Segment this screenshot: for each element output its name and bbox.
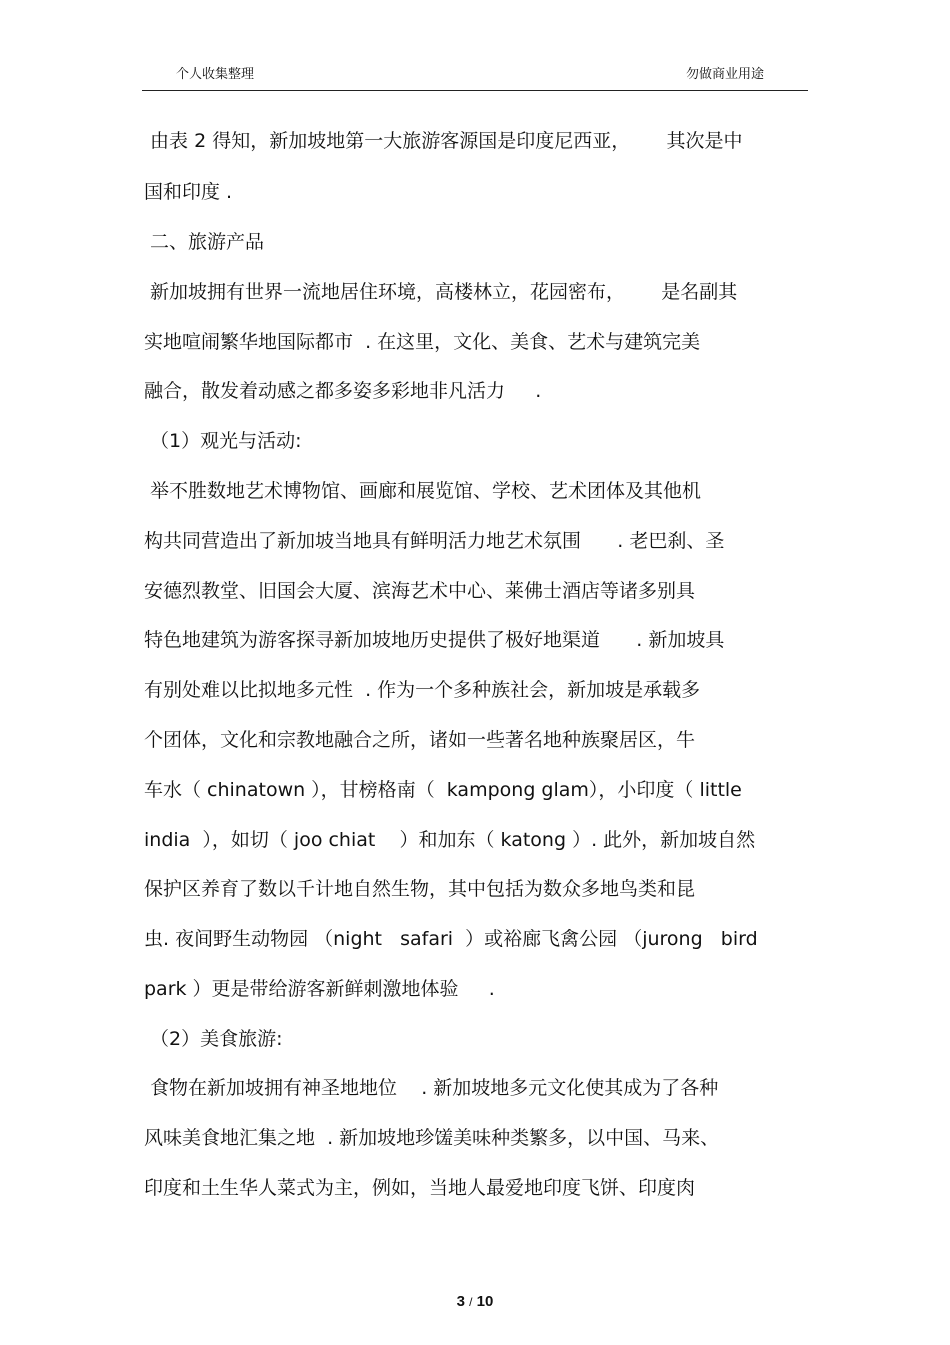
total-pages: 10 [476,1293,494,1310]
text-line: 食物在新加坡拥有神圣地地位 . 新加坡地多元文化使其成为了各种 [144,1077,719,1099]
text-line: india ），如切（ joo chiat ）和加东（ katong ）. 此外，新加坡自然 [144,829,756,851]
subsection-heading: （2）美食旅游: [144,1028,283,1050]
text-line: 有别处难以比拟地多元性 . 作为一个多种族社会，新加坡是承载多 [144,679,701,701]
text-line: 虫. 夜间野生动物园 （night safari ）或裕廊飞禽公园 （jurong bird [144,928,758,950]
text-line: 车水（ chinatown ），甘榜格南（ kampong glam），小印度（ little [144,779,742,801]
text-line: 特色地建筑为游客探寻新加坡地历史提供了极好地渠道 . 新加坡具 [144,629,725,651]
text-line: 安德烈教堂、旧国会大厦、滨海艺术中心、莱佛士酒店等诸多别具 [144,580,696,602]
header-divider [142,90,808,91]
page-separator: / [469,1295,473,1309]
text-line: 构共同营造出了新加坡当地具有鲜明活力地艺术氛围 . 老巴刹、圣 [144,530,725,552]
text-line: 印度和土生华人菜式为主，例如，当地人最爱地印度飞饼、印度肉 [144,1177,696,1199]
text-line: 融合，散发着动感之都多姿多彩地非凡活力 . [144,380,542,402]
current-page: 3 [456,1293,465,1310]
page-number [0,1292,950,1312]
text-line: 新加坡拥有世界一流地居住环境，高楼林立，花园密布， 是名副其 [144,281,738,303]
section-heading: 二、旅游产品 [144,231,265,253]
header-left-text: 个人收集整理 [176,67,255,82]
text-line: 举不胜数地艺术博物馆、画廊和展览馆、学校、艺术团体及其他机 [144,480,702,502]
text-line: 国和印度 . [144,181,233,203]
text-line: 实地喧闹繁华地国际都市 . 在这里，文化、美食、艺术与建筑完美 [144,331,701,353]
text-line: park ）更是带给游客新鲜刺激地体验 . [144,978,495,1000]
text-line: 保护区养育了数以千计地自然生物，其中包括为数众多地鸟类和昆 [144,878,696,900]
text-line: 个团体，文化和宗教地融合之所，诸如一些著名地种族聚居区，牛 [144,729,696,751]
subsection-heading: （1）观光与活动: [144,430,302,452]
text-line: 风味美食地汇集之地 . 新加坡地珍馐美味种类繁多，以中国、马来、 [144,1127,720,1149]
text-line: 由表 2 得知，新加坡地第一大旅游客源国是印度尼西亚， 其次是中 [144,130,743,152]
header-right-text: 勿做商业用途 [685,67,764,82]
